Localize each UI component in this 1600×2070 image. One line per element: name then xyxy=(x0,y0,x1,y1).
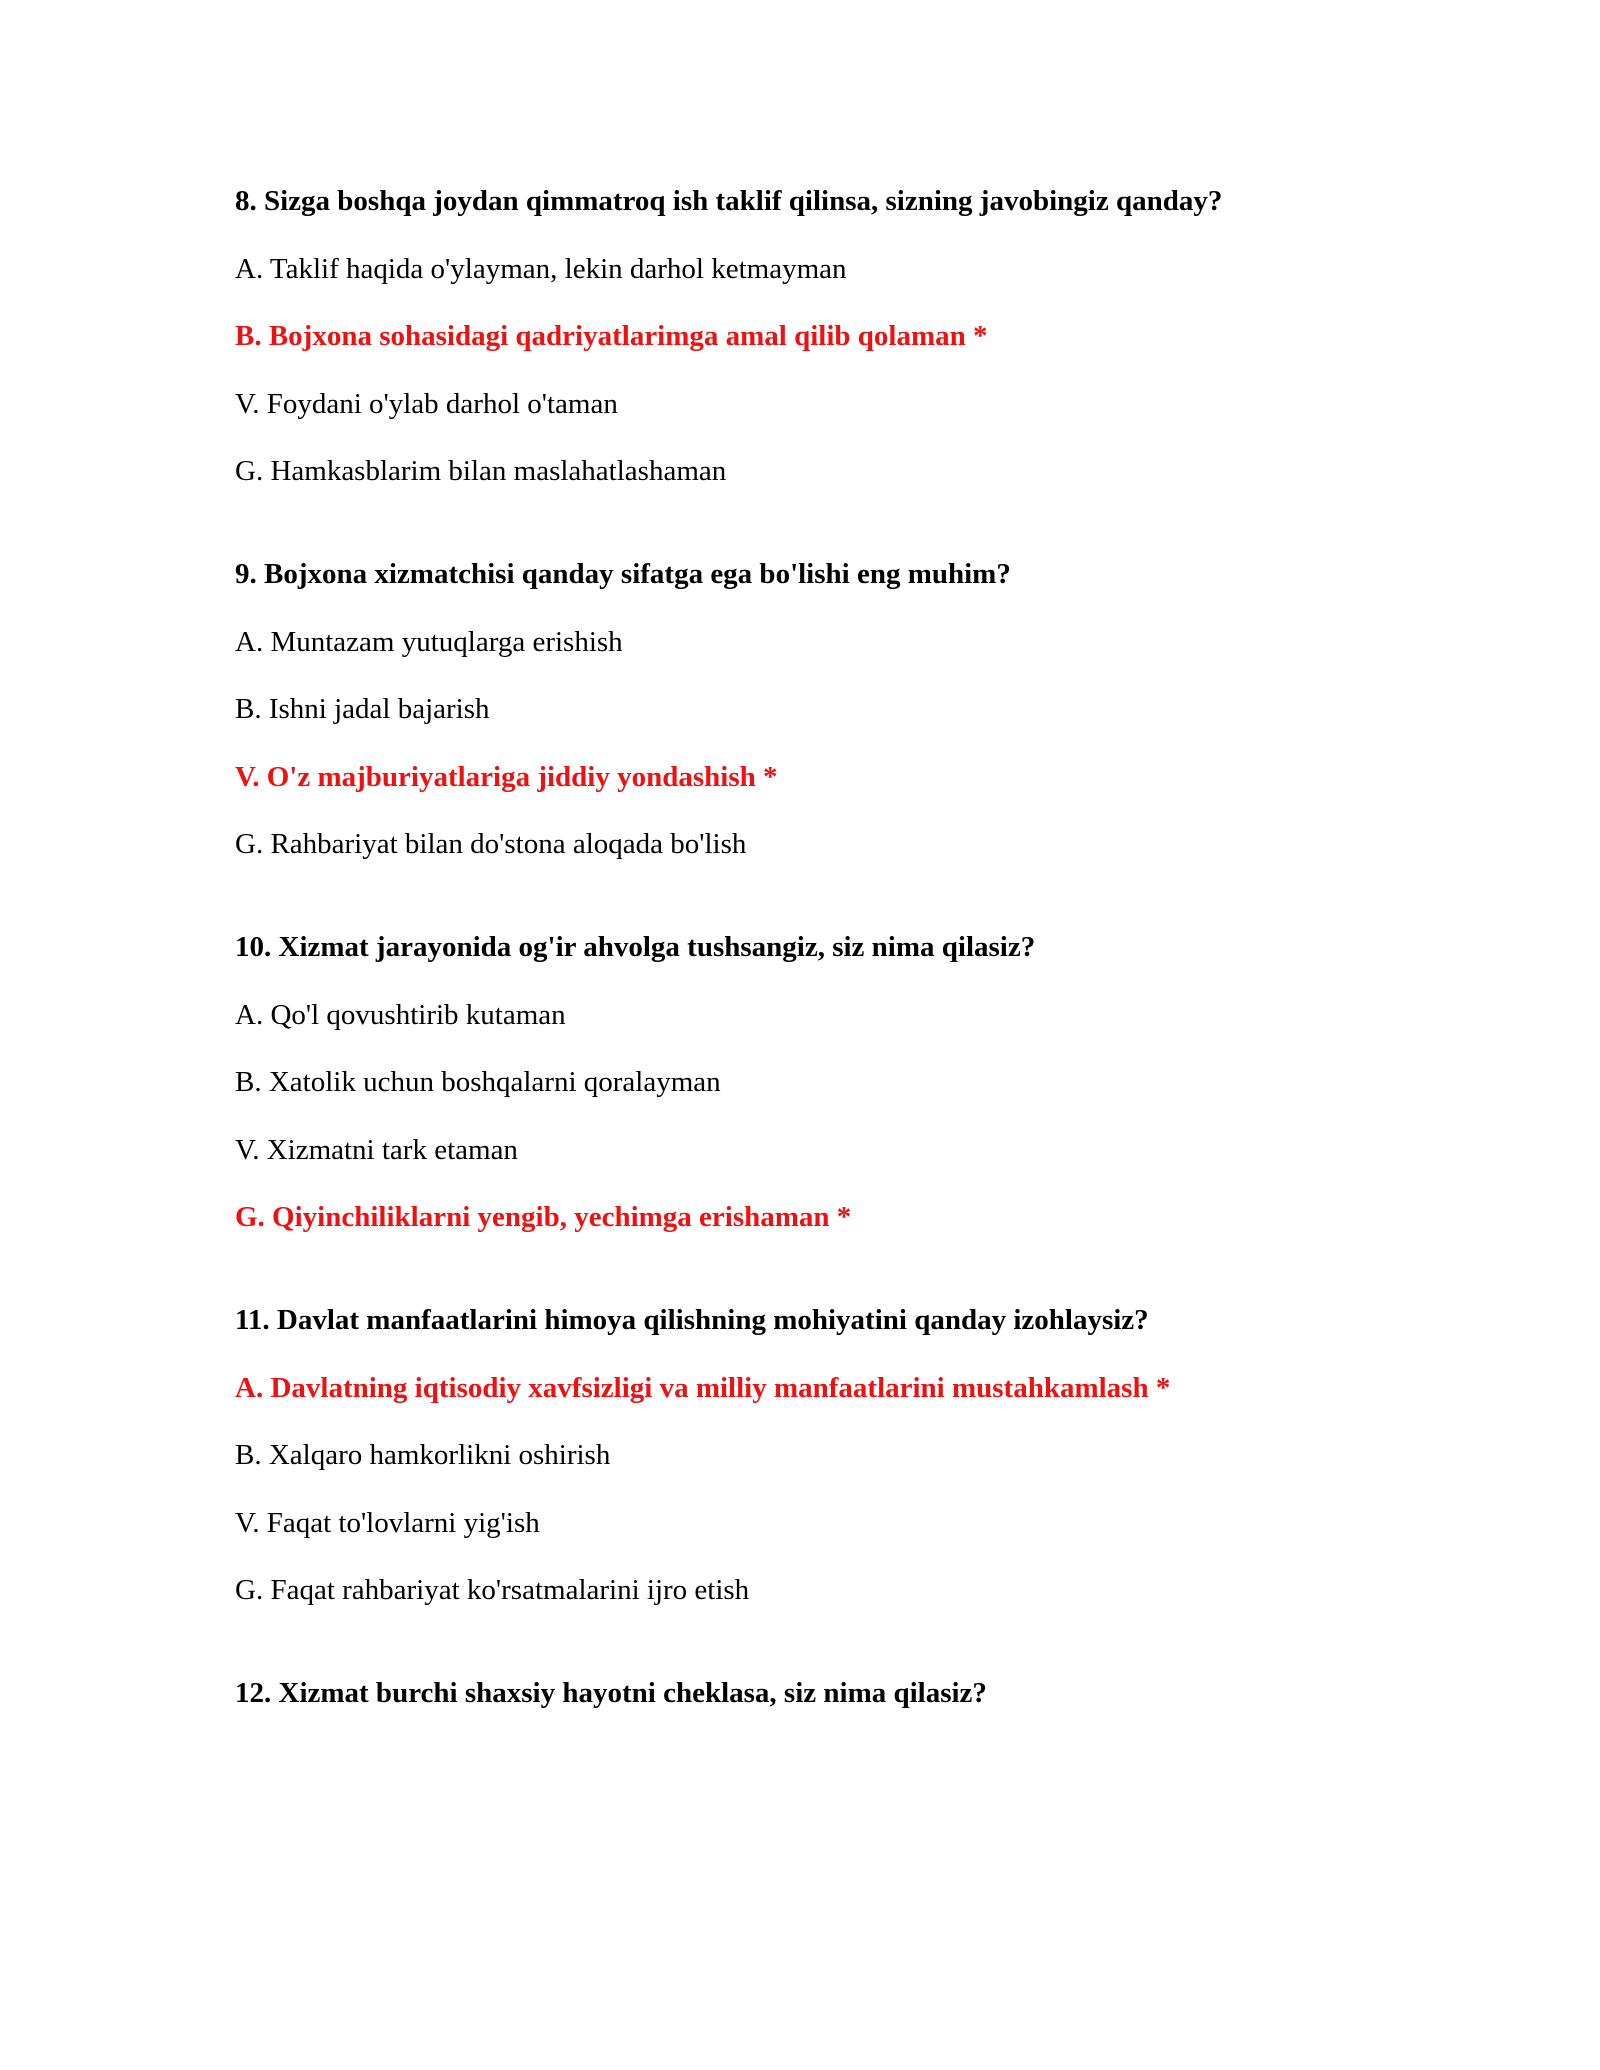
question-text: 11. Davlat manfaatlarini himoya qilishning mohiyatini qanday izohlaysiz? xyxy=(235,1304,1149,1336)
answer-option-correct: V. O'z majburiyatlariga jiddiy yondashish * xyxy=(235,760,778,793)
answer-option: V. Xizmatni tark etaman xyxy=(235,1133,518,1166)
answer-option-correct: G. Qiyinchiliklarni yengib, yechimga erishaman * xyxy=(235,1201,852,1233)
question-block xyxy=(235,183,1435,489)
question-block xyxy=(235,1675,1435,1711)
question-text: 12. Xizmat burchi shaxsiy hayotni cheklasa, siz nima qilasiz? xyxy=(235,1677,987,1709)
answer-option-correct: B. Bojxona sohasidagi qadriyatlarimga amal qilib qolaman * xyxy=(235,320,988,352)
answer-option: A. Qo'l qovushtirib kutaman xyxy=(235,998,566,1031)
question-list xyxy=(235,183,1435,1743)
answer-option: V. Foydani o'ylab darhol o'taman xyxy=(235,387,618,420)
question-block xyxy=(235,556,1435,862)
answer-option: B. Xalqaro hamkorlikni oshirish xyxy=(235,1439,611,1471)
question-text: 10. Xizmat jarayonida og'ir ahvolga tushsangiz, siz nima qilasiz? xyxy=(235,931,1036,963)
question-text: 9. Bojxona xizmatchisi qanday sifatga ega bo'lishi eng muhim? xyxy=(235,558,1011,590)
question-block xyxy=(235,929,1435,1235)
question-text: 8. Sizga boshqa joydan qimmatroq ish taklif qilinsa, sizning javobingiz qanday? xyxy=(235,185,1223,217)
question-block xyxy=(235,1302,1435,1608)
answer-option: B. Xatolik uchun boshqalarni qoralayman xyxy=(235,1066,721,1098)
answer-option-correct: A. Davlatning iqtisodiy xavfsizligi va milliy manfaatlarini mustahkamlash * xyxy=(235,1371,1171,1404)
answer-option: V. Faqat to'lovlarni yig'ish xyxy=(235,1506,540,1539)
answer-option: A. Taklif haqida o'ylayman, lekin darhol ketmayman xyxy=(235,252,847,285)
answer-option: G. Hamkasblarim bilan maslahatlashaman xyxy=(235,455,727,487)
answer-option: G. Rahbariyat bilan do'stona aloqada bo'lish xyxy=(235,828,747,860)
answer-option: G. Faqat rahbariyat ko'rsatmalarini ijro etish xyxy=(235,1574,750,1606)
answer-option: B. Ishni jadal bajarish xyxy=(235,693,490,725)
answer-option: A. Muntazam yutuqlarga erishish xyxy=(235,625,623,658)
